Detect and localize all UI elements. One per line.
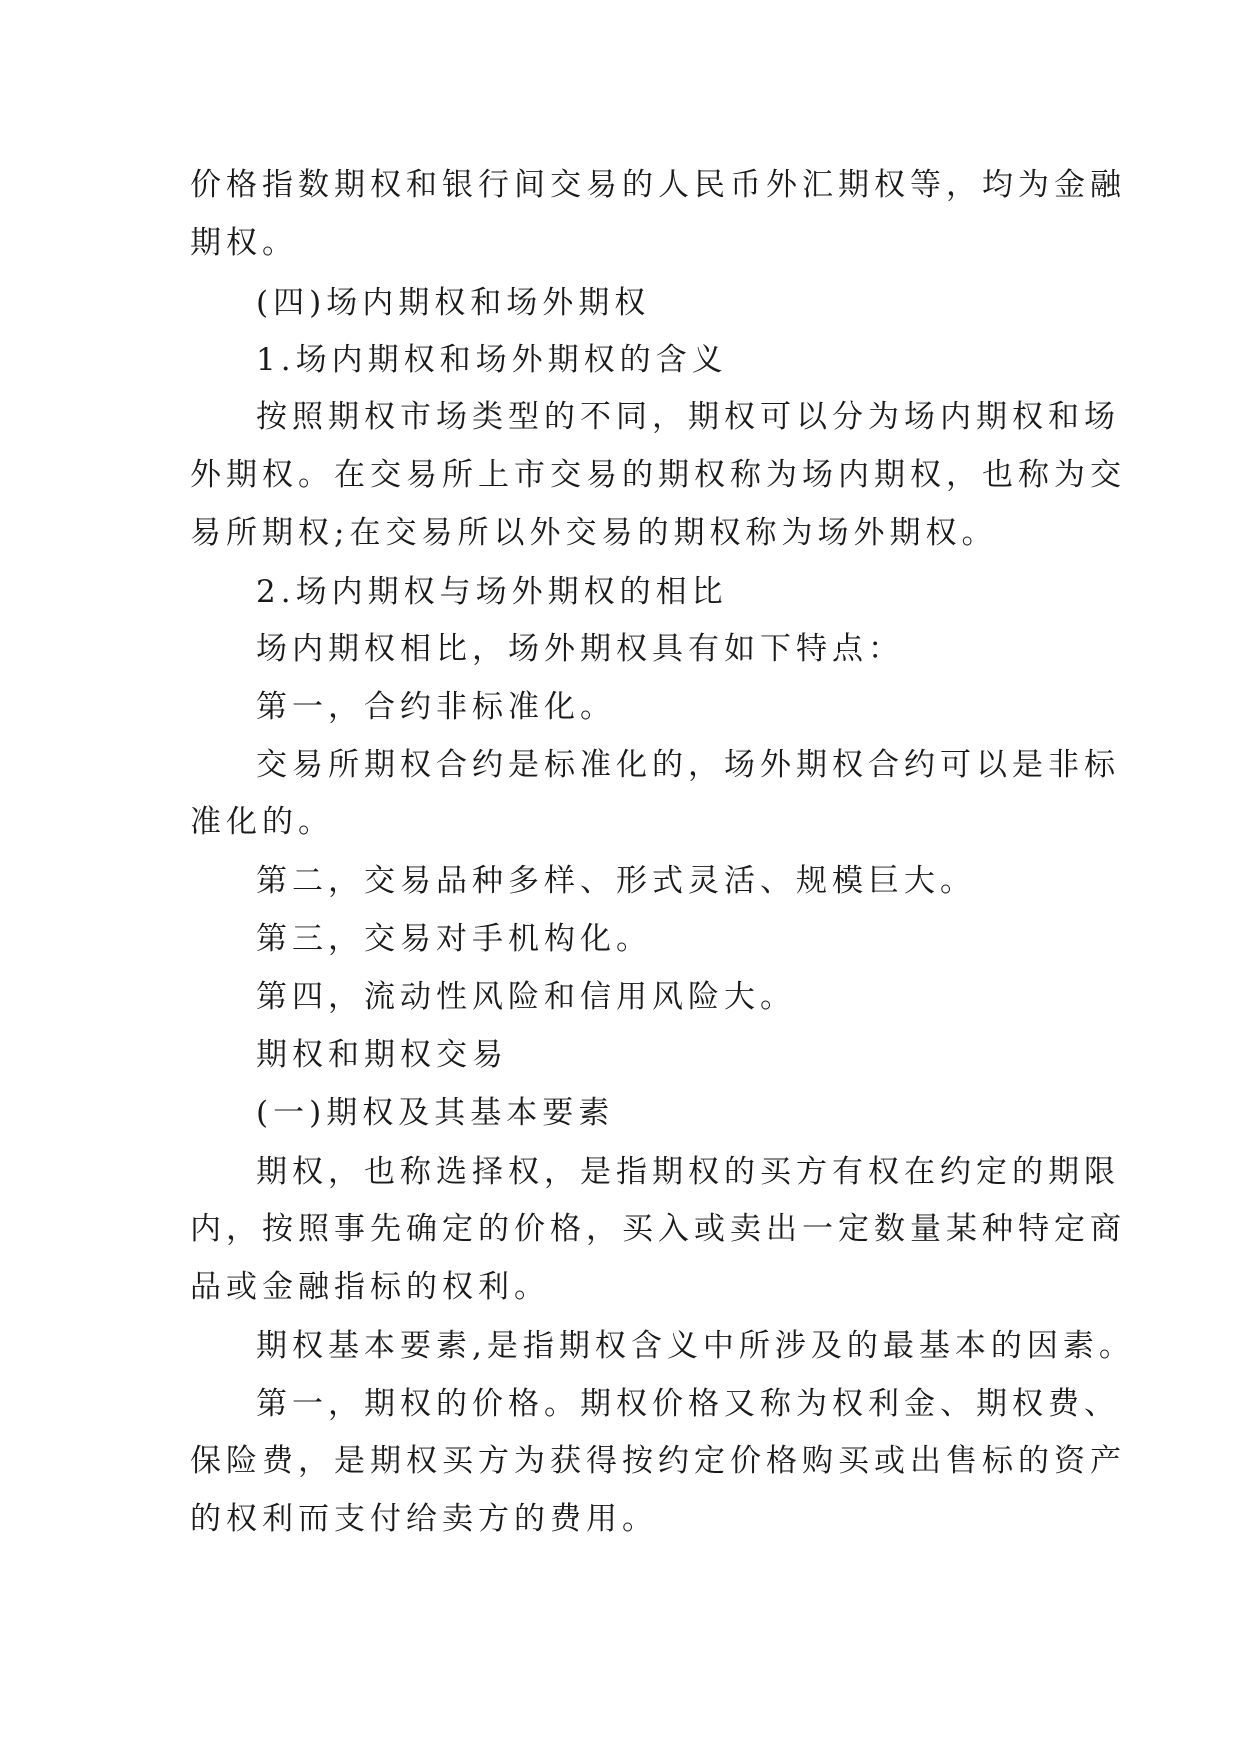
text-line: 场内期权相比，场外期权具有如下特点： <box>256 631 904 667</box>
text-line: 外期权。在交易所上市交易的期权称为场内期权，也称为交 <box>190 457 1126 493</box>
text-line: 期权，也称选择权，是指期权的买方有权在约定的期限 <box>256 1154 1120 1190</box>
list-item: 第一，合约非标准化。 <box>256 689 616 725</box>
text-line: 内，按照事先确定的价格，买入或卖出一定数量某种特定商 <box>190 1211 1126 1247</box>
text-line: 的权利而支付给卖方的费用。 <box>190 1501 658 1537</box>
subsection-heading: (一)期权及其基本要素 <box>256 1095 615 1131</box>
list-item: 第四，流动性风险和信用风险大。 <box>256 979 796 1015</box>
text-line: 第一，期权的价格。期权价格又称为权利金、期权费、 <box>256 1386 1120 1422</box>
text-line: 保险费，是期权买方为获得按约定价格购买或出售标的资产 <box>190 1443 1126 1479</box>
list-item: 第二，交易品种多样、形式灵活、规模巨大。 <box>256 863 976 899</box>
section-heading: (四)场内期权和场外期权 <box>256 285 651 321</box>
text-line: 品或金融指标的权利。 <box>190 1269 550 1305</box>
text-line: 按照期权市场类型的不同，期权可以分为场内期权和场 <box>256 399 1120 435</box>
text-line: 价格指数期权和银行间交易的人民币外汇期权等，均为金融 <box>190 167 1126 203</box>
text-line: 交易所期权合约是标准化的，场外期权合约可以是非标 <box>256 747 1120 783</box>
text-line: 期权基本要素,是指期权含义中所涉及的最基本的因素。 <box>256 1328 1135 1364</box>
text-line: 期权。 <box>190 225 298 261</box>
list-item: 第三，交易对手机构化。 <box>256 921 652 957</box>
text-line: 易所期权;在交易所以外交易的期权称为场外期权。 <box>190 515 998 551</box>
text-line: 准化的。 <box>190 804 334 840</box>
section-heading: 期权和期权交易 <box>256 1037 508 1073</box>
subsection-heading: 1.场内期权和场外期权的含义 <box>256 342 728 378</box>
subsection-heading: 2.场内期权与场外期权的相比 <box>256 574 728 610</box>
